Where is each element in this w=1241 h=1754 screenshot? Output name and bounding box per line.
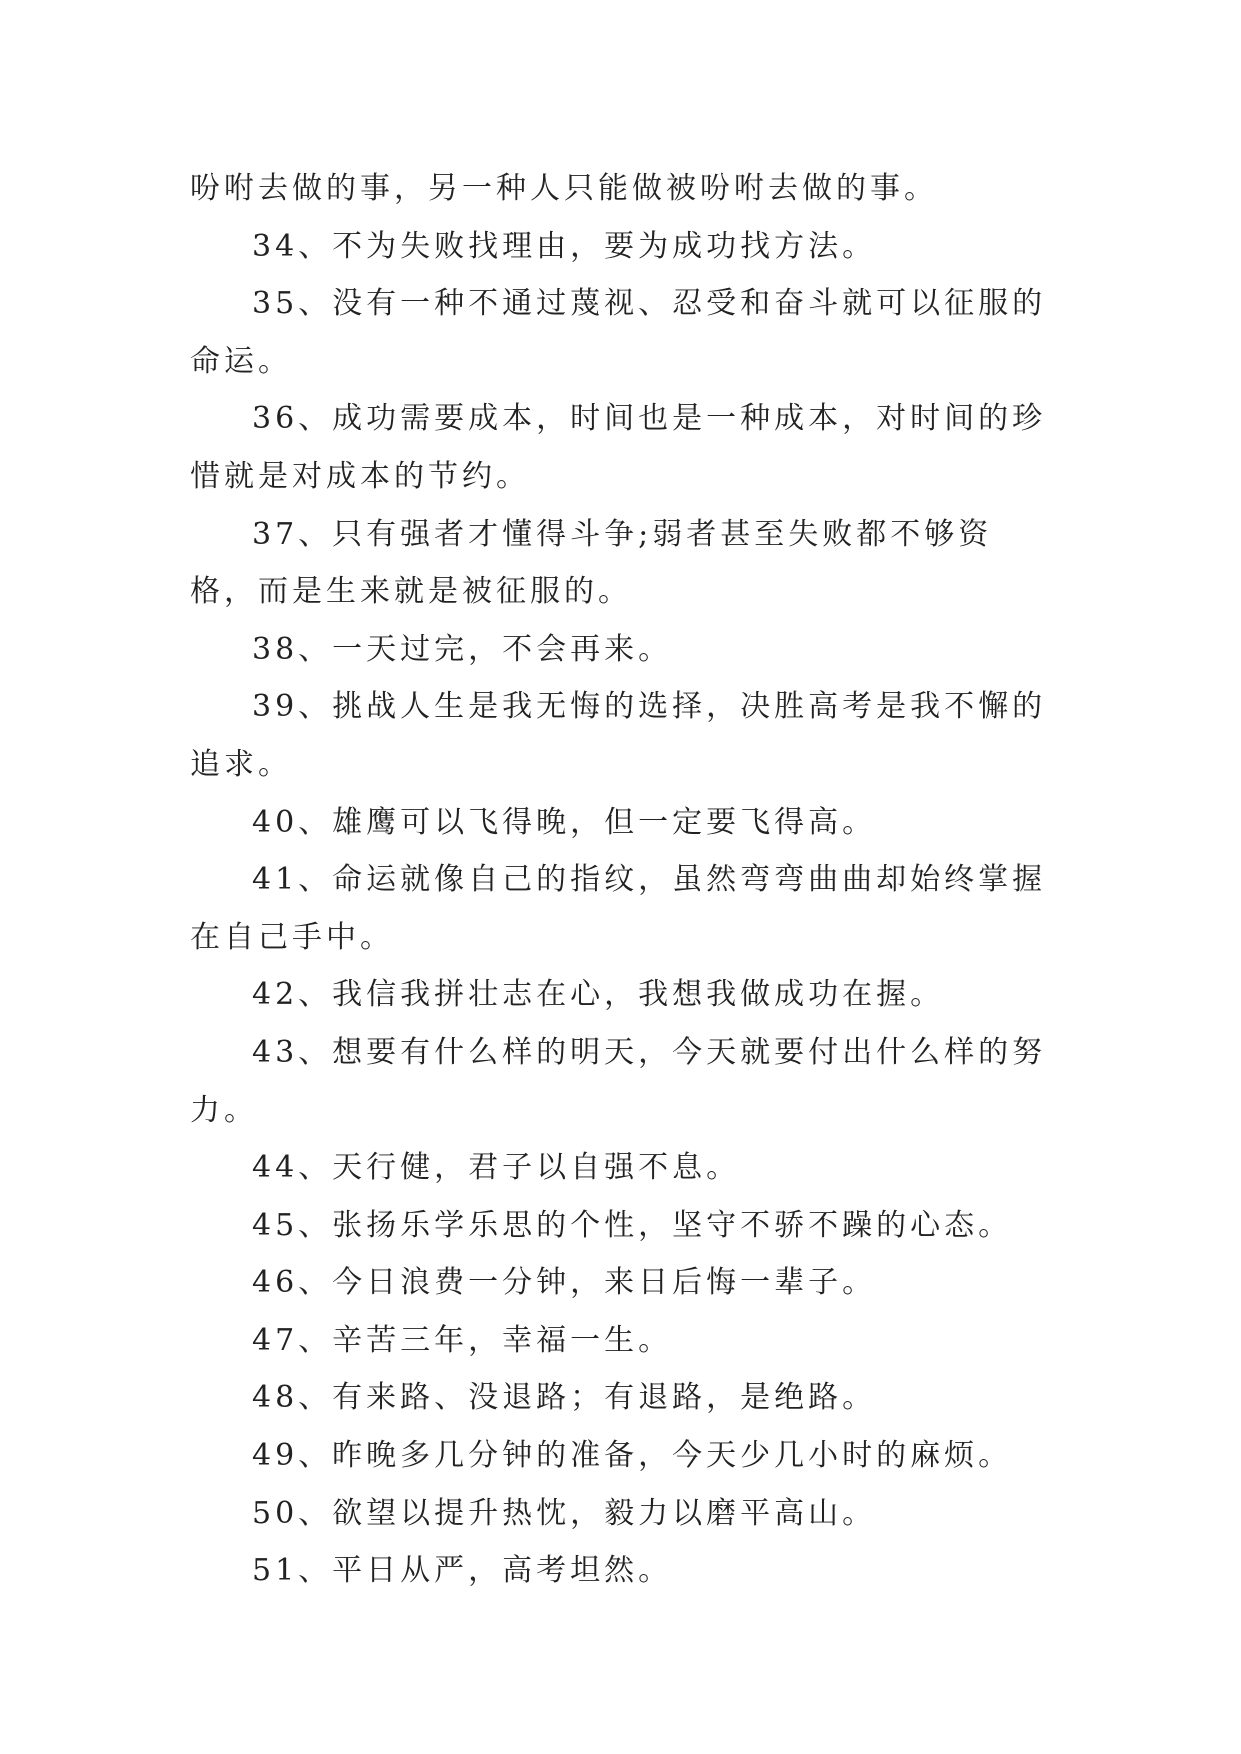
paragraph-item-34: 34、不为失败找理由，要为成功找方法。 (252, 228, 877, 264)
paragraph-item-48: 48、有来路、没退路；有退路，是绝路。 (252, 1380, 877, 1416)
paragraph-item-51: 51、平日从严，高考坦然。 (252, 1553, 673, 1589)
paragraph-item-42: 42、我信我拼壮志在心，我想我做成功在握。 (252, 977, 945, 1013)
paragraph-item-39: 39、挑战人生是我无悔的选择，决胜高考是我不懈的追求。 (190, 689, 1047, 782)
paragraph-item-41: 41、命运就像自己的指纹，虽然弯弯曲曲却始终掌握在自己手中。 (190, 862, 1047, 955)
paragraph-item-40: 40、雄鹰可以飞得晚，但一定要飞得高。 (252, 804, 877, 840)
paragraph-item-45: 45、张扬乐学乐思的个性，坚守不骄不躁的心态。 (252, 1207, 1013, 1243)
paragraph-item-46: 46、今日浪费一分钟，来日后悔一辈子。 (252, 1265, 877, 1301)
paragraph-item-44: 44、天行健，君子以自强不息。 (252, 1150, 741, 1186)
paragraph-item-49: 49、昨晚多几分钟的准备，今天少几小时的麻烦。 (252, 1438, 1013, 1474)
paragraph-item-43: 43、想要有什么样的明天，今天就要付出什么样的努力。 (190, 1034, 1047, 1128)
paragraph-continuation: 吩咐去做的事，另一种人只能做被吩咐去做的事。 (190, 171, 938, 206)
paragraph-item-38: 38、一天过完，不会再来。 (252, 631, 673, 667)
paragraph-item-37: 37、只有强者才懂得斗争;弱者甚至失败都不够资格，而是生来就是被征服的。 (190, 516, 993, 610)
paragraph-item-35: 35、没有一种不通过蔑视、忍受和奋斗就可以征服的命运。 (190, 286, 1047, 379)
paragraph-item-50: 50、欲望以提升热忱，毅力以磨平高山。 (252, 1495, 877, 1531)
document-body (190, 160, 1060, 1600)
paragraph-item-36: 36、成功需要成本，时间也是一种成本，对时间的珍惜就是对成本的节约。 (190, 401, 1047, 494)
paragraph-item-47: 47、辛苦三年，幸福一生。 (252, 1322, 673, 1358)
